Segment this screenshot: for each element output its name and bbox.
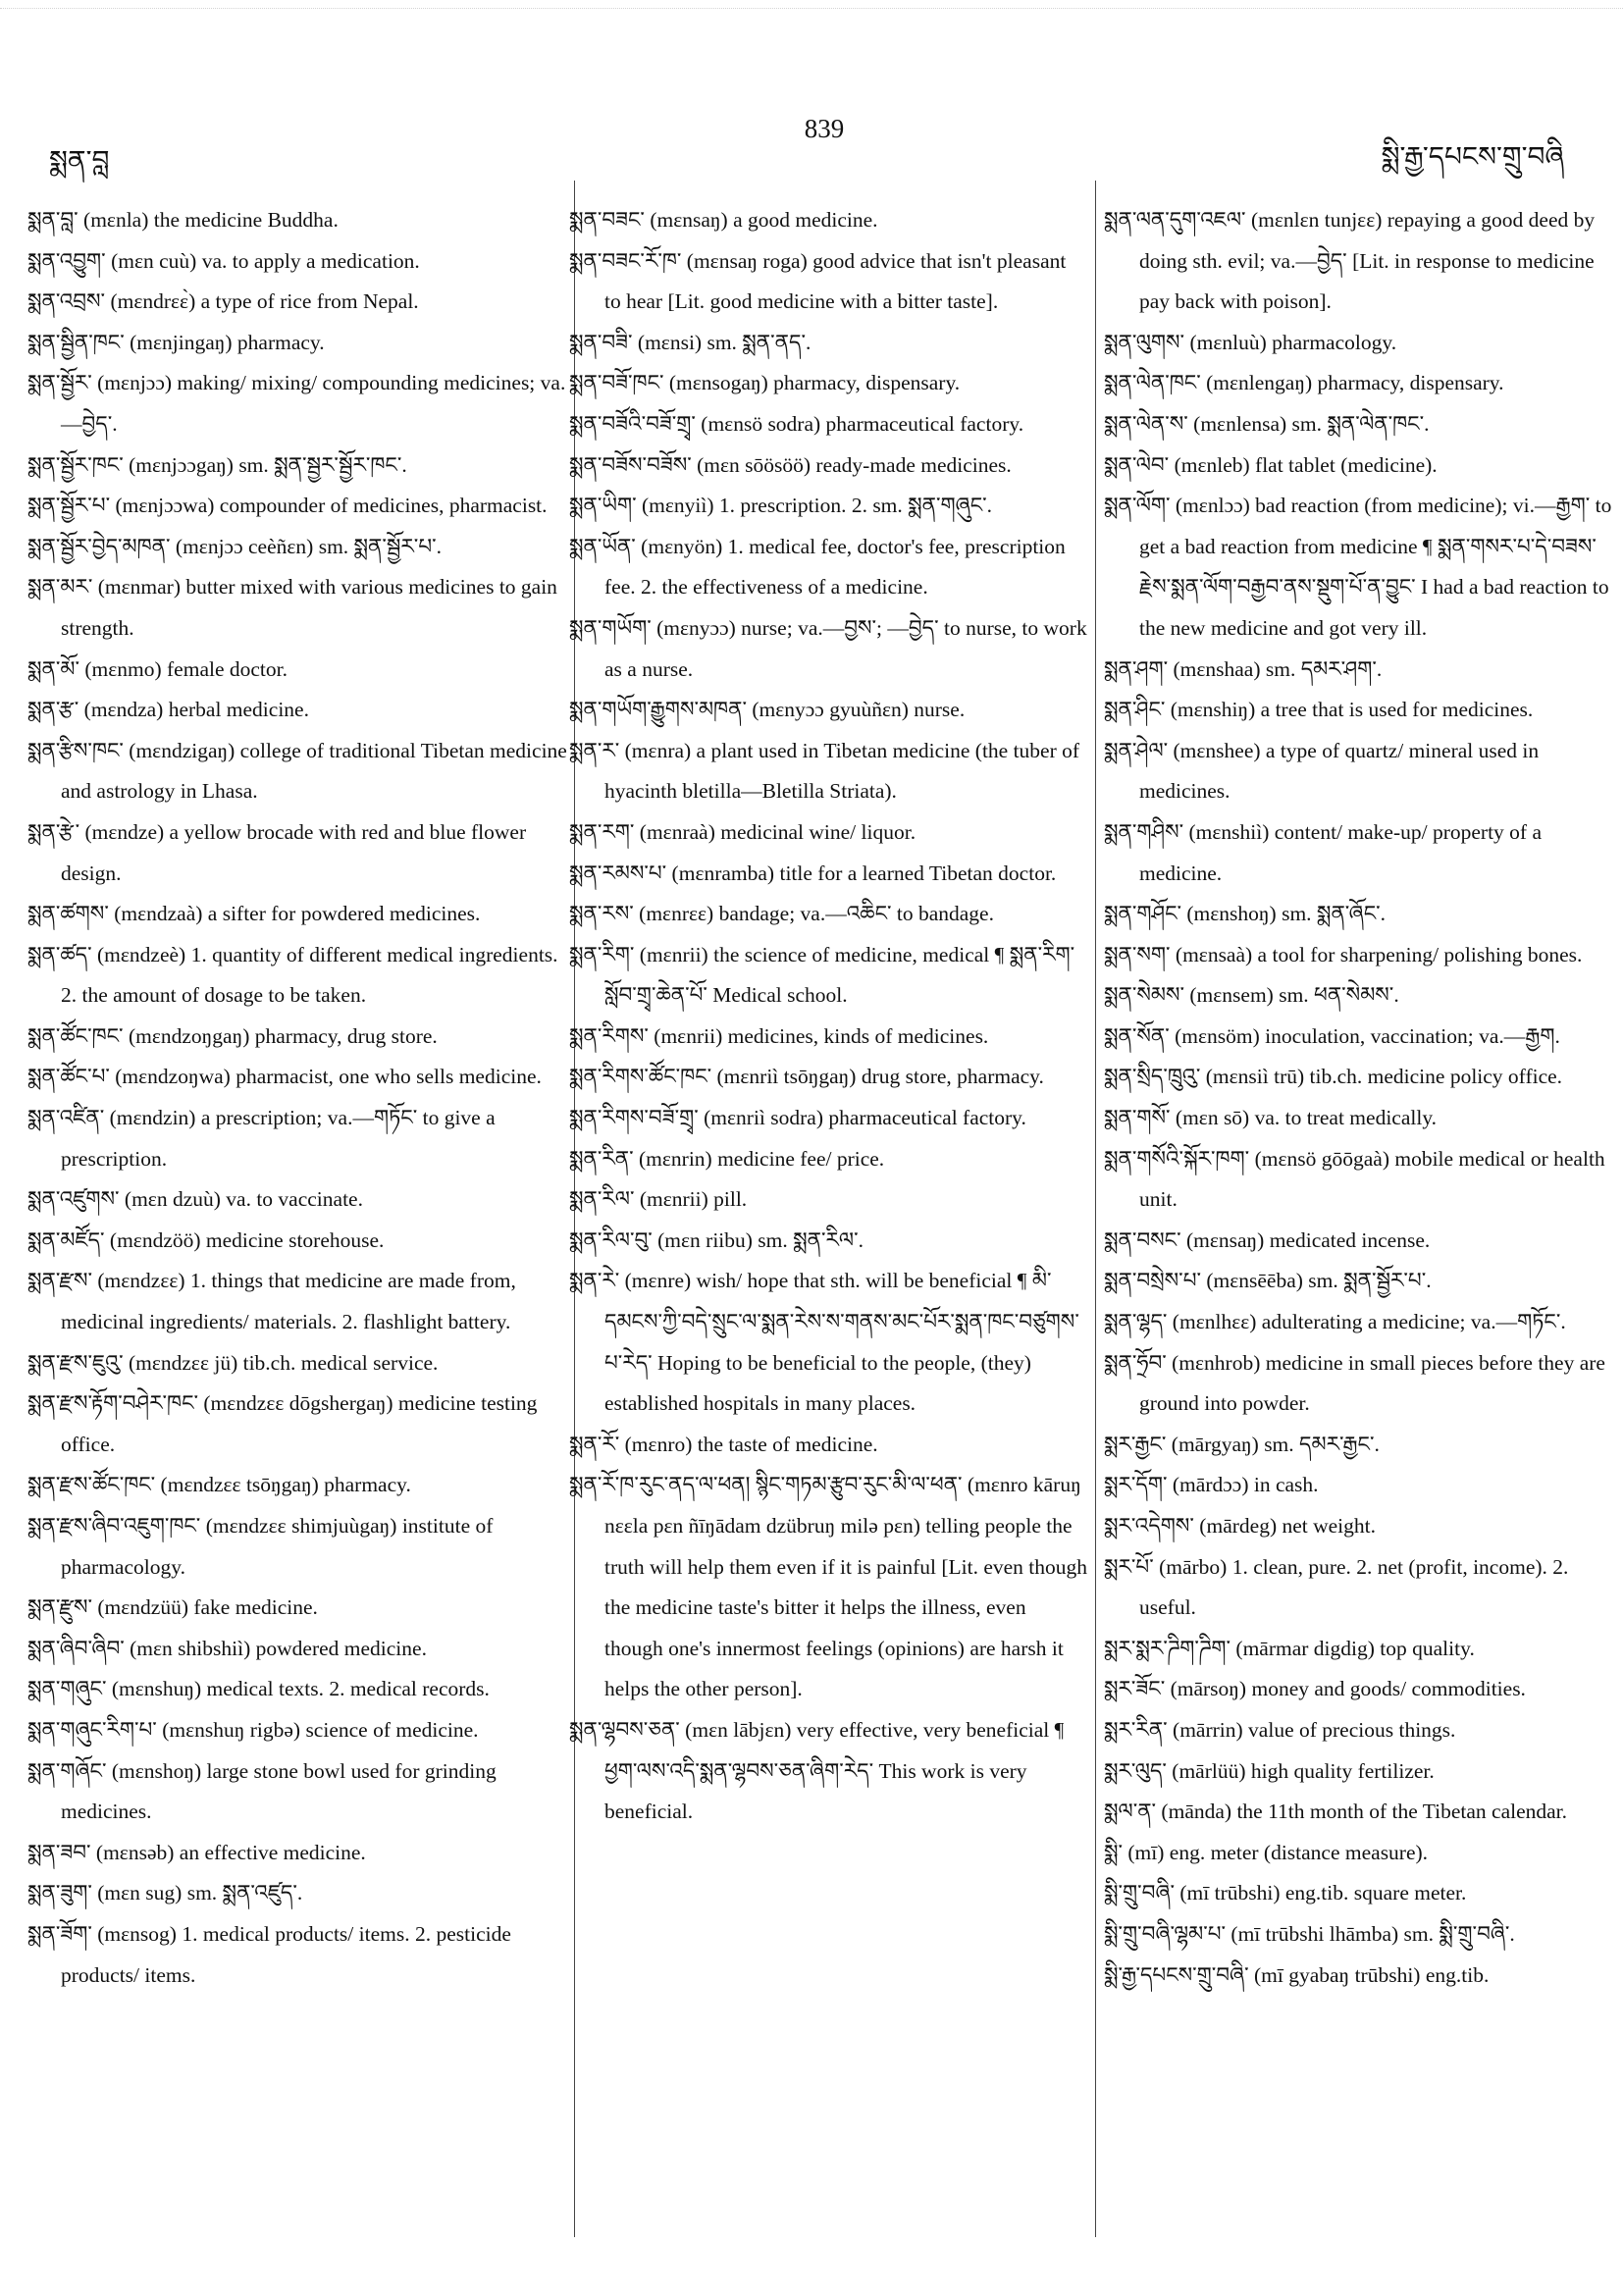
dictionary-entry: སྨན་གཤིས་ (mɛnshiì) content/ make-up/ property of a medicine. (1104, 819, 1542, 885)
dictionary-entry: སྨན་སྲིད་ཁྲུའུ་ (mɛnsiì trū) tib.ch. medicine policy office. (1104, 1065, 1563, 1089)
dictionary-entry: སྨར་རིན་ (mārrin) value of precious things. (1104, 1717, 1456, 1742)
dictionary-entry: སྨར་འདེགས་ (mārdeg) net weight. (1104, 1514, 1377, 1538)
dictionary-entry: སྨན་རིགས་ (mɛnrii) medicines, kinds of medicines. (569, 1023, 989, 1048)
dictionary-entry: སྨར་སྨར་ཌིག་ཌིག་ (mārmar digdig) top quality. (1104, 1636, 1475, 1660)
dictionary-entry: སྨན་ལན་དུག་འཇལ་ (mɛnlɛn tunjɛɛ) repaying a good deed by doing sth. evil; va.—བྱེད་ [Lit. in response to medicine pay back with poison]. (1104, 208, 1596, 314)
column-divider (1095, 181, 1096, 2237)
dictionary-entry: སྨན་གསོའི་སྐོར་ཁག་ (mɛnsö gōōgaà) mobile medical or health unit. (1104, 1146, 1605, 1212)
dictionary-entry: སྨན་ཟུག་ (mɛn sug) sm. སྨན་འཛུད་. (27, 1881, 303, 1905)
dictionary-entry: སྨན་བཟི་ (mɛnsi) sm. སྨན་ནད་. (569, 330, 812, 354)
dictionary-column-3 (1104, 200, 1614, 2267)
dictionary-entry: སྨན་རིལ་ (mɛnrii) pill. (569, 1187, 748, 1212)
dictionary-entry: སྨར་ཟོང་ (mārsoŋ) money and goods/ commodities. (1104, 1677, 1526, 1701)
dictionary-entry: སྨན་བླ་ (mɛnla) the medicine Buddha. (27, 208, 339, 232)
dictionary-entry: སྨན་བསྲེས་པ་ (mɛnsēēba) sm. སྨན་སྦྱོར་པ་. (1104, 1269, 1432, 1293)
dictionary-entry: སྨན་རྫས་ (mɛndzɛɛ) 1. things that medicine are made from, medicinal ingredients/ materials. 2. flashlight battery. (27, 1269, 516, 1334)
dictionary-entry: སྨན་གཞུང་ (mɛnshuŋ) medical texts. 2. medical records. (27, 1677, 490, 1701)
dictionary-entry: སྨི་ (mī) eng. meter (distance measure). (1104, 1840, 1429, 1864)
dictionary-entry: སྨན་ཚད་ (mɛndzeè) 1. quantity of different medical ingredients. 2. the amount of dosage to be taken. (27, 942, 558, 1008)
dictionary-entry: སྨན་སྦྱོར་པ་ (mɛnjɔɔwa) compounder of medicines, pharmacist. (27, 494, 548, 518)
dictionary-entry: སྨན་རྫུས་ (mɛndzüü) fake medicine. (27, 1595, 318, 1620)
dictionary-entry: སྨན་ཧྲོབ་ (mɛnhrob) medicine in small pieces before they are ground into powder. (1104, 1350, 1605, 1416)
dictionary-entry: སྨན་བཟོ་ཁང་ (mɛnsogaŋ) pharmacy, dispensary. (569, 371, 961, 395)
dictionary-entry: སྨན་རེ་ (mɛnre) wish/ hope that sth. will be beneficial ¶ མི་དམངས་ཀྱི་བདེ་སྲུང་ལ་སྨན་རེས་ས་གནས་མང་པོར་སྨན་ཁང་བཙུགས་པ་རེད་ Hoping to be beneficial to the people, (they) established hospitals in many places. (569, 1269, 1079, 1416)
dictionary-entry: སྨན་ཤིང་ (mɛnshiŋ) a tree that is used for medicines. (1104, 698, 1534, 722)
dictionary-column-1 (27, 200, 572, 2267)
dictionary-entry: སྨན་སག་ (mɛnsaà) a tool for sharpening/ polishing bones. (1104, 942, 1583, 966)
dictionary-entry: སྨན་འབྲས་ (mɛndrɛɛ̀) a type of rice from Nepal. (27, 289, 419, 314)
dictionary-entry: སྨན་འཛུགས་ (mɛn dzuù) va. to vaccinate. (27, 1187, 363, 1212)
dictionary-entry: སྨན་རིལ་བུ་ (mɛn riibu) sm. སྨན་རིལ་. (569, 1227, 864, 1252)
dictionary-entry: སྨན་རིགས་བཟོ་གྲྭ་ (mɛnriì sodra) pharmaceutical factory. (569, 1106, 1026, 1130)
dictionary-entry: སྨན་རམས་པ་ (mɛnramba) title for a learned Tibetan doctor. (569, 861, 1057, 885)
dictionary-entry: སྨན་སྦྱོར་ཁང་ (mɛnjɔɔgaŋ) sm. སྨན་སྦྱར་སྦྱོར་ཁང་. (27, 452, 407, 477)
dictionary-entry: སྨན་གཡོག་ (mɛnyɔɔ) nurse; va.—བྱས་; —བྱེད་ to nurse, to work as a nurse. (569, 615, 1087, 681)
dictionary-entry: སྨན་བཟང་ (mɛnsaŋ) a good medicine. (569, 208, 878, 232)
dictionary-entry: སྨན་བཟོས་བཟོས་ (mɛn sōösöö) ready-made medicines. (569, 452, 1012, 477)
dictionary-entry: སྨན་ཞིབ་ཞིབ་ (mɛn shibshiì) powdered medicine. (27, 1636, 427, 1660)
dictionary-entry: སྨན་སོན་ (mɛnsöm) inoculation, vaccination; va.—རྒྱག. (1104, 1023, 1560, 1048)
dictionary-entry: སྨན་མར་ (mɛnmar) butter mixed with various medicines to gain strength. (27, 575, 557, 640)
dictionary-entry: སྨན་ཤེལ་ (mɛnshee) a type of quartz/ mineral used in medicines. (1104, 738, 1540, 804)
dictionary-entry: སྨན་རྩེ་ (mɛndze) a yellow brocade with red and blue flower design. (27, 819, 527, 885)
dictionary-entry: སྨན་མཛོད་ (mɛndzöö) medicine storehouse. (27, 1227, 385, 1252)
dictionary-entry: སྨན་རག་ (mɛnraà) medicinal wine/ liquor. (569, 819, 916, 844)
dictionary-column-2 (569, 200, 1087, 2267)
dictionary-entry: སྨན་ཡིག་ (mɛnyiì) 1. prescription. 2. sm. སྨན་གཞུང་. (569, 494, 993, 518)
dictionary-entry: སྨན་རྫས་ཇུའུ་ (mɛndzɛɛ jü) tib.ch. medical service. (27, 1350, 439, 1375)
dictionary-entry: སྨན་རོ་ཁ་རུང་ནད་ལ་ཕན། སྙིང་གཏམ་རྩུབ་རུང་མི་ལ་ཕན་ (mɛnro kāruŋ nɛɛla pɛn ñīŋādam dzübruŋ milə pɛn) telling people the truth will help them even if it is painful [Lit. even though the medicine taste's bitter it helps the illness, even though one's innermost feelings (opinions) are harsh it helps the other person]. (569, 1473, 1087, 1701)
header-guide-word-left: སྨན་བླ (49, 146, 110, 177)
dictionary-entry: སྨན་རྫས་ཞིབ་འཇུག་ཁང་ (mɛndzɛɛ shimjuùgaŋ) institute of pharmacology. (27, 1514, 494, 1579)
dictionary-entry: སྨར་དོག་ (mārdɔɔ) in cash. (1104, 1473, 1319, 1497)
dictionary-entry: སྨན་ལོག་ (mɛnlɔɔ) bad reaction (from medicine); vi.—རྒྱག་ to get a bad reaction from medicine ¶ སྨན་གསར་པ་དེ་བཟས་རྗེས་སྨན་ལོག་བརྒྱབ་ནས་སྡུག་པོ་ན་བྱུང་ I had a bad reaction to the new medicine and got very ill. (1104, 494, 1612, 640)
dictionary-entry: སྨན་ཚགས་ (mɛndzaà) a sifter for powdered medicines. (27, 902, 481, 926)
dictionary-entry: སྨན་གསོ་ (mɛn sō) va. to treat medically. (1104, 1106, 1438, 1130)
dictionary-entry: སྨན་ཟོག་ (mɛnsog) 1. medical products/ items. 2. pesticide products/ items. (27, 1921, 511, 1987)
dictionary-entry: སྨན་མོ་ (mɛnmo) female doctor. (27, 656, 288, 681)
dictionary-entry: སྨན་ལེན་ས་ (mɛnlensa) sm. སྨན་ལེན་ཁང་. (1104, 411, 1430, 436)
dictionary-entry: སྨན་ལུགས་ (mɛnluù) pharmacology. (1104, 330, 1397, 354)
dictionary-entry: སྨན་ལྷབས་ཅན་ (mɛn lābjɛn) very effective, very beneficial ¶ ཕྱག་ལས་འདི་སྨན་ལྷབས་ཅན་ཞིག་རེད་ This work is very beneficial. (569, 1717, 1065, 1824)
dictionary-entry: སྨན་ཚོང་ཁང་ (mɛndzoŋgaŋ) pharmacy, drug store. (27, 1023, 438, 1048)
dictionary-entry: སྨན་རྩིས་ཁང་ (mɛndzigaŋ) college of traditional Tibetan medicine and astrology in Lhasa. (27, 738, 567, 804)
dictionary-entry: སྨར་པོ་ (mārbo) 1. clean, pure. 2. net (profit, income). 2. useful. (1104, 1554, 1569, 1620)
dictionary-entry: སྨན་བསང་ (mɛnsaŋ) medicated incense. (1104, 1227, 1431, 1252)
dictionary-entry: སྨན་ཟབ་ (mɛnsəb) an effective medicine. (27, 1840, 366, 1864)
dictionary-entry: སྨན་རིགས་ཚོང་ཁང་ (mɛnriì tsōŋgaŋ) drug store, pharmacy. (569, 1065, 1044, 1089)
dictionary-entry: སྨན་ཡོན་ (mɛnyön) 1. medical fee, doctor's fee, prescription fee. 2. the effectiveness of a medicine. (569, 534, 1066, 600)
dictionary-entry: སྨར་ལུད་ (mārlüü) high quality fertilizer. (1104, 1758, 1435, 1783)
dictionary-entry: སྨན་ལེབ་ (mɛnleb) flat tablet (medicine). (1104, 452, 1438, 477)
header-guide-word-right: སྨི་རྒྱ་དཔངས་གྲུ་བཞི (1381, 142, 1564, 173)
dictionary-entry: སྨན་སྦྱིན་ཁང་ (mɛnjingaŋ) pharmacy. (27, 330, 325, 354)
dictionary-entry: སྨན་རོ་ (mɛnro) the taste of medicine. (569, 1432, 878, 1456)
dictionary-entry: སྨན་གཤོང་ (mɛnshoŋ) sm. སྨན་ཞོང་. (1104, 902, 1386, 926)
dictionary-entry: སྨན་སེམས་ (mɛnsem) sm. ཕན་སེམས་. (1104, 983, 1399, 1008)
dictionary-entry: སྨན་སྦྱོར་བྱེད་མཁན་ (mɛnjɔɔ ceèñɛn) sm. སྨན་སྦྱོར་པ་. (27, 534, 442, 558)
dictionary-entry: སྨན་རྫས་རྟོག་བཤེར་ཁང་ (mɛndzɛɛ dōgshergaŋ) medicine testing office. (27, 1391, 538, 1456)
dictionary-entry: སྨན་རིན་ (mɛnrin) medicine fee/ price. (569, 1146, 885, 1171)
page-number: 839 (804, 114, 845, 143)
dictionary-entry: སྨན་རས་ (mɛnrɛɛ) bandage; va.—འཆིང་ to bandage. (569, 902, 994, 926)
dictionary-entry: སྨན་གཡོག་རྒྱུགས་མཁན་ (mɛnyɔɔ gyuùñɛn) nurse. (569, 698, 966, 722)
dictionary-entry: སྨན་གཞུང་རིག་པ་ (mɛnshuŋ rigbə) science of medicine. (27, 1717, 479, 1742)
dictionary-entry: སྨན་ལེན་ཁང་ (mɛnlengaŋ) pharmacy, dispensary. (1104, 371, 1504, 395)
dictionary-entry: སྨི་གྲུ་བཞི་ (mī trūbshi) eng.tib. square meter. (1104, 1881, 1467, 1905)
dictionary-entry: སྨན་རིག་ (mɛnrii) the science of medicine, medical ¶ སྨན་རིག་སློབ་གྲྭ་ཆེན་པོ་ Medical school. (569, 942, 1075, 1008)
dictionary-entry: སྨན་འཛིན་ (mɛndzin) a prescription; va.—གཏོང་ to give a prescription. (27, 1106, 496, 1171)
scan-top-edge (0, 8, 1623, 13)
dictionary-entry: སྨར་རྒྱང་ (mārgyaŋ) sm. དམར་རྒྱང་. (1104, 1432, 1380, 1456)
dictionary-entry: སྨན་རྩ་ (mɛndza) herbal medicine. (27, 698, 309, 722)
dictionary-entry: སྨན་འབྱུག་ (mɛn cuù) va. to apply a medication. (27, 248, 420, 273)
dictionary-entry: སྨི་རྒྱ་དཔངས་གྲུ་བཞི་ (mī gyabaŋ trūbshi) eng.tib. (1104, 1962, 1490, 1987)
dictionary-entry: སྨན་ར་ (mɛnra) a plant used in Tibetan medicine (the tuber of hyacinth bletilla—Bletilla Striata). (569, 738, 1080, 804)
dictionary-entry: སྨན་སྦྱོར་ (mɛnjɔɔ) making/ mixing/ compounding medicines; va.—བྱེད་. (27, 371, 566, 436)
dictionary-entry: སྨི་གྲུ་བཞི་ལྷམ་པ་ (mī trūbshi lhāmba) sm. སྨི་གྲུ་བཞི་. (1104, 1921, 1515, 1946)
dictionary-entry: སྨན་ལྷད་ (mɛnlhɛɛ) adulterating a medicine; va.—གཏོང་. (1104, 1310, 1566, 1334)
dictionary-entry: སྨན་ཤག་ (mɛnshaa) sm. དམར་ཤག་. (1104, 656, 1383, 681)
dictionary-entry: སྨན་བཟང་རོ་ཁ་ (mɛnsaŋ roga) good advice that isn't pleasant to hear [Lit. good medicine with a bitter taste]. (569, 248, 1067, 314)
page-header (0, 108, 1623, 177)
dictionary-entry: སྨན་རྫས་ཚོང་ཁང་ (mɛndzɛɛ tsōŋgaŋ) pharmacy. (27, 1473, 411, 1497)
dictionary-entry: སྨན་བཟོའི་བཟོ་གྲྭ་ (mɛnsö sodra) pharmaceutical factory. (569, 411, 1024, 436)
dictionary-entry: སྨལ་ན་ (mānda) the 11th month of the Tibetan calendar. (1104, 1800, 1568, 1824)
dictionary-entry: སྨན་གཞོང་ (mɛnshoŋ) large stone bowl used for grinding medicines. (27, 1758, 497, 1824)
dictionary-entry: སྨན་ཚོང་པ་ (mɛndzoŋwa) pharmacist, one who sells medicine. (27, 1065, 542, 1089)
